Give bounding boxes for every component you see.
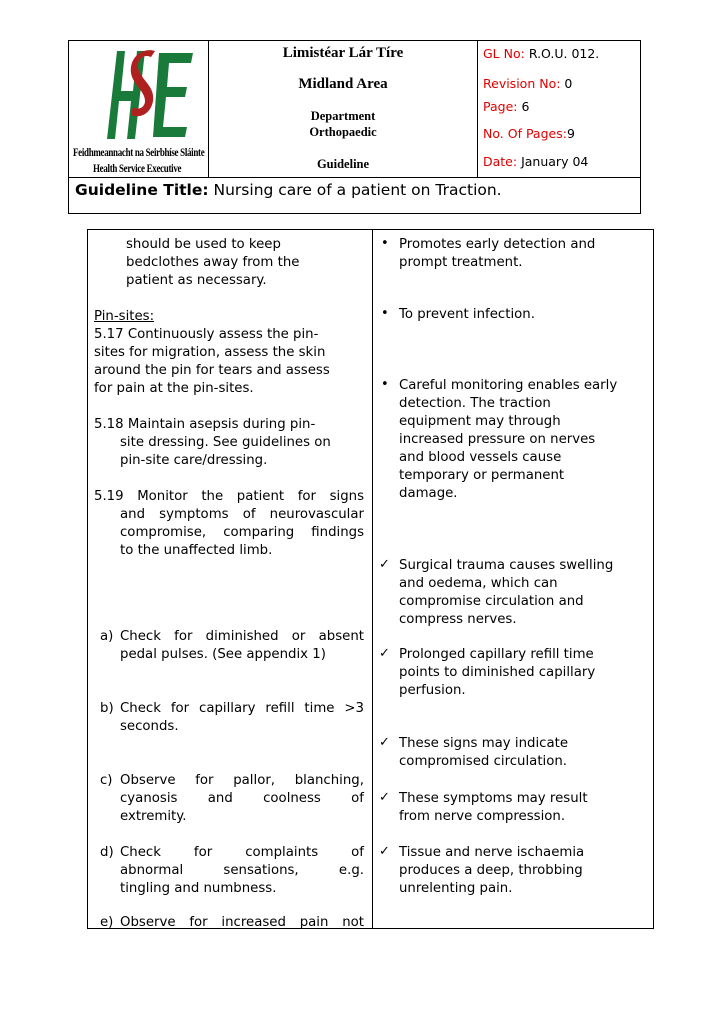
department-label: Department xyxy=(310,109,376,123)
right-text-line: unrelenting pain. xyxy=(399,881,513,896)
word: Check xyxy=(120,845,161,860)
word: blanching, xyxy=(294,773,364,788)
left-text-line: should be used to keep xyxy=(126,237,281,252)
left-text-line: bedclothes away from the xyxy=(126,255,300,270)
word: complaints xyxy=(245,845,319,860)
right-text-line: and oedema, which can xyxy=(399,576,558,591)
word: pallor, xyxy=(233,773,276,788)
word: neurovascular xyxy=(269,507,364,522)
word: of xyxy=(351,845,364,860)
word: e.g. xyxy=(338,863,364,878)
guideline-title xyxy=(69,178,640,213)
left-justified-line xyxy=(120,628,364,646)
left-text-line: site dressing. See guidelines on xyxy=(120,435,331,450)
logo-irish-text: Feidhmeannacht na Seirbhíse Sláinte xyxy=(73,147,205,159)
left-justified-line xyxy=(120,790,364,808)
left-justified-line xyxy=(120,844,364,862)
word: for xyxy=(297,489,316,504)
gl-number-value: R.O.U. 012. xyxy=(528,46,600,61)
guideline-title-value: Nursing care of a patient on Traction. xyxy=(213,181,502,199)
word: for xyxy=(174,629,193,644)
hse-logo xyxy=(73,43,205,179)
revision-label: Revision No: xyxy=(483,76,561,91)
word: 5.19 xyxy=(94,489,124,504)
word: symptoms xyxy=(159,507,229,522)
right-text-line: and blood vessels cause xyxy=(399,450,562,465)
left-text-line: for pain at the pin-sites. xyxy=(94,381,254,396)
page-value: 6 xyxy=(521,99,530,114)
left-text-line: 5.18 Maintain asepsis during pin- xyxy=(94,417,316,432)
right-text-line: To prevent infection. xyxy=(399,307,535,322)
word: diminished xyxy=(205,629,279,644)
department-name: Orthopaedic xyxy=(309,125,377,139)
left-justified-line xyxy=(94,488,364,506)
right-text-line: from nerve compression. xyxy=(399,809,566,824)
bullet-icon: • xyxy=(381,236,389,251)
right-text-line: increased pressure on nerves xyxy=(399,432,596,447)
pin-sites-heading: Pin-sites: xyxy=(94,309,155,324)
word: absent xyxy=(318,629,364,644)
document-header xyxy=(68,40,641,214)
page-count-label: No. Of Pages: xyxy=(483,126,567,141)
word: time xyxy=(304,701,335,716)
word: patient xyxy=(236,489,285,504)
right-text-line: compromised circulation. xyxy=(399,754,568,769)
word: for xyxy=(193,845,213,860)
left-text-line: pedal pulses. (See appendix 1) xyxy=(120,647,326,662)
date-value: January 04 xyxy=(521,154,589,169)
guideline-title-label: Guideline Title: xyxy=(75,181,209,199)
word: cyanosis xyxy=(120,791,178,806)
area-english: Midland Area xyxy=(298,76,388,92)
right-text-line: damage. xyxy=(399,486,458,501)
gl-number xyxy=(483,46,599,61)
right-text-line: produces a deep, throbbing xyxy=(399,863,583,878)
checkmark-icon: ✓ xyxy=(379,735,390,750)
right-text-line: points to diminished capillary xyxy=(399,665,596,680)
word: of xyxy=(242,507,256,522)
logo-english-text: Health Service Executive xyxy=(93,163,182,175)
word: compromise, xyxy=(120,525,207,540)
left-text-line: to the unaffected limb. xyxy=(120,543,273,558)
word: signs xyxy=(329,489,364,504)
word: Check xyxy=(120,629,161,644)
item-marker: d) xyxy=(100,845,114,860)
left-text-line: pin-site care/dressing. xyxy=(120,453,268,468)
word: of xyxy=(351,791,364,806)
right-text-line: These signs may indicate xyxy=(399,736,569,751)
bullet-icon: • xyxy=(381,306,389,321)
word: >3 xyxy=(344,701,364,716)
date-label: Date: xyxy=(483,154,518,169)
word: abnormal xyxy=(120,863,184,878)
word: Check xyxy=(120,701,161,716)
item-marker: a) xyxy=(100,629,114,644)
word: capillary xyxy=(199,701,256,716)
right-text-line: Surgical trauma causes swelling xyxy=(399,558,614,573)
word: Observe xyxy=(120,773,176,788)
word: coolness xyxy=(263,791,321,806)
guideline-table xyxy=(87,229,654,929)
page-label: Page: xyxy=(483,99,518,114)
word: pain xyxy=(299,915,329,930)
word: and xyxy=(120,507,146,522)
revision-value: 0 xyxy=(564,76,573,91)
page-count-value: 9 xyxy=(566,126,575,141)
right-text-line: compromise circulation and xyxy=(399,594,584,609)
item-marker: b) xyxy=(100,701,114,716)
bullet-icon: • xyxy=(381,377,389,392)
right-text-line: These symptoms may result xyxy=(399,791,588,806)
word: not xyxy=(342,915,364,930)
word: increased xyxy=(221,915,286,930)
left-text-line: around the pin for tears and assess xyxy=(94,363,330,378)
checkmark-icon: ✓ xyxy=(379,844,390,859)
right-text-line: detection. The traction xyxy=(399,396,551,411)
gl-number-label: GL No: xyxy=(483,46,525,61)
left-justified-line xyxy=(120,862,364,880)
right-text-line: Tissue and nerve ischaemia xyxy=(399,845,585,860)
left-justified-line xyxy=(120,506,364,524)
word: Observe xyxy=(120,915,176,930)
right-text-line: Prolonged capillary refill time xyxy=(399,647,594,662)
hse-logo-icon xyxy=(73,43,205,143)
page-number xyxy=(483,99,529,114)
right-text-line: compress nerves. xyxy=(399,612,517,627)
right-text-line: perfusion. xyxy=(399,683,466,698)
word: and xyxy=(207,791,233,806)
word: for xyxy=(195,773,214,788)
word: refill xyxy=(265,701,295,716)
left-justified-line xyxy=(120,524,364,542)
word: findings xyxy=(311,525,364,540)
right-text-line: Careful monitoring enables early xyxy=(399,378,618,393)
checkmark-icon: ✓ xyxy=(379,557,390,572)
revision-number xyxy=(483,76,572,91)
left-text-line: sites for migration, assess the skin xyxy=(94,345,326,360)
document-type: Guideline xyxy=(316,157,370,171)
left-text-line: 5.17 Continuously assess the pin- xyxy=(94,327,319,342)
word: the xyxy=(201,489,224,504)
right-text-line: temporary or permanent xyxy=(399,468,565,483)
word: Monitor xyxy=(137,489,188,504)
left-text-line: patient as necessary. xyxy=(126,273,267,288)
word: or xyxy=(291,629,306,644)
header-divider xyxy=(477,41,478,178)
item-marker: c) xyxy=(100,773,113,788)
item-marker: e) xyxy=(100,915,114,930)
left-justified-line xyxy=(120,914,364,932)
left-justified-line xyxy=(120,772,364,790)
right-text-line: equipment may through xyxy=(399,414,561,429)
word: sensations, xyxy=(223,863,299,878)
word: for xyxy=(170,701,190,716)
column-divider xyxy=(372,230,373,928)
document-date xyxy=(483,154,588,169)
right-text-line: Promotes early detection and xyxy=(399,237,596,252)
left-text-line: seconds. xyxy=(120,719,179,734)
left-text-line: extremity. xyxy=(120,809,187,824)
area-irish: Limistéar Lár Tíre xyxy=(282,45,404,61)
right-text-line: prompt treatment. xyxy=(399,255,523,270)
left-justified-line xyxy=(120,700,364,718)
page-count xyxy=(483,126,575,141)
left-text-line: tingling and numbness. xyxy=(120,881,277,896)
checkmark-icon: ✓ xyxy=(379,790,390,805)
word: for xyxy=(189,915,208,930)
word: comparing xyxy=(223,525,295,540)
checkmark-icon: ✓ xyxy=(379,646,390,661)
